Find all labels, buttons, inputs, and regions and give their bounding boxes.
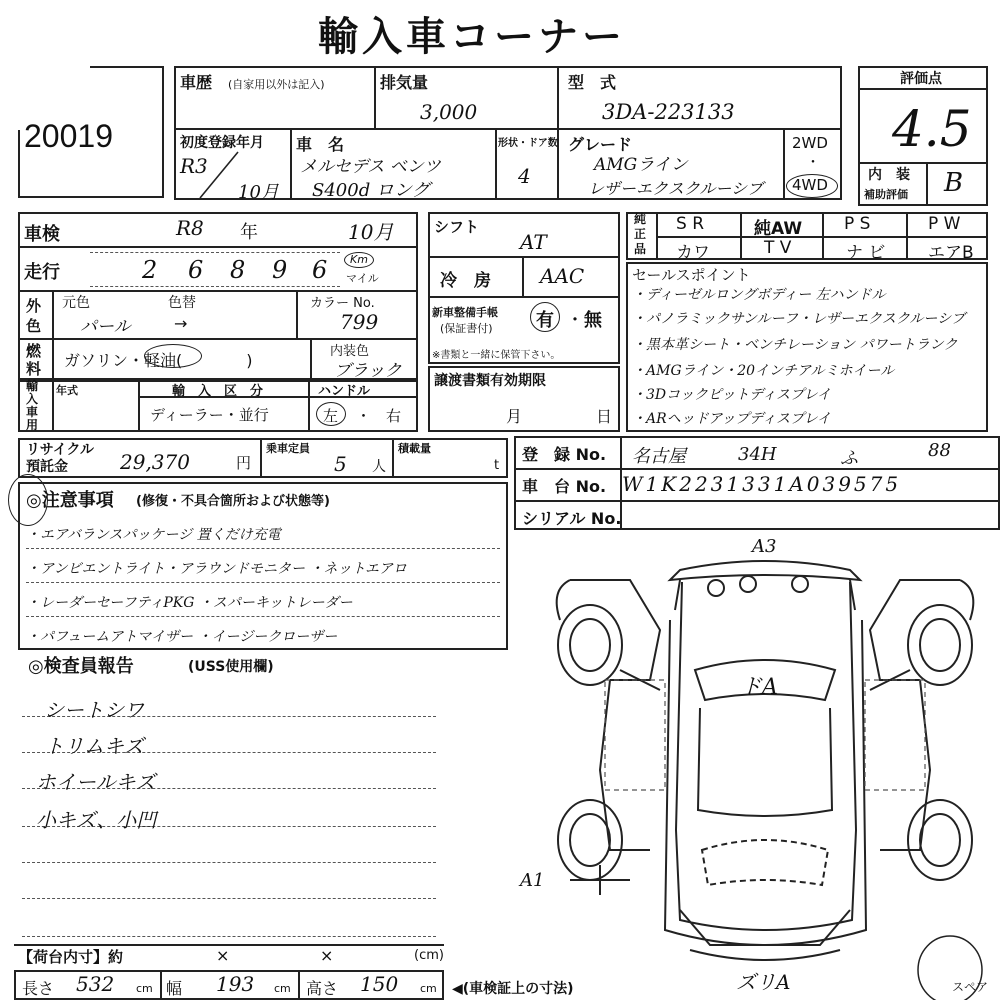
drive-dot: ・ [806,155,820,171]
divider [310,338,312,380]
transfer-day: 日 [596,407,613,426]
divider [290,128,292,200]
divider [522,256,524,296]
divider [296,290,298,338]
divider [557,66,559,200]
note-item: ・エアバランスパッケージ 置くだけ充電 [26,527,281,543]
mileage-digit: 2 [142,256,158,284]
drive-4wd: 4WD [792,176,828,194]
ac-label: 冷 房 [440,271,491,291]
height-value: 150 [360,972,399,996]
load-unit: t [494,458,500,473]
diagram-a1: A1 [520,870,545,891]
divider [298,970,300,1000]
divider [26,582,500,583]
length-unit: cm [136,982,153,995]
height-unit: cm [420,982,437,995]
doors-value: 4 [518,164,531,188]
interior-label-2: 補助評価 [864,188,908,201]
manual-yes: 有 [536,310,554,331]
chassis-no: W1K2231331A039575 [622,472,902,496]
serial-label: シリアル No. [522,509,622,528]
recycle-label-2: 預託金 [26,459,68,475]
recycle-value: 29,370 [120,450,190,474]
handle-dot: ・ [356,407,372,425]
equipment-navi: ナ ビ [846,243,886,263]
color-label: 外色 [26,297,42,335]
notes-title: ◎注意事項 [26,490,114,511]
equipment-tv: T V [764,238,792,258]
diagram-spare: スペア [952,980,989,994]
note-item: ・アンビエントライト・アラウンドモニター ・ネットエアロ [26,561,407,577]
divider [90,286,340,287]
grade-line2: レザーエクスクルーシブ [588,179,764,198]
diagram-bottom: ズリA [736,970,791,994]
displacement-label: 排気量 [380,73,429,92]
divider [822,212,824,260]
height-label: 高さ [306,979,339,998]
divider [514,468,1000,470]
equipment-airbag: エアB [928,243,974,263]
import-class-label: 輸 入 区 分 [172,384,264,399]
sales-point: ・ARヘッドアップディスプレイ [632,411,831,427]
lot-box-right [162,66,164,198]
cargo-x2: × [320,946,334,965]
recycle-unit: 円 [236,454,252,472]
sales-point: ・黒本革シート・ベンチレーション パワートランク [632,337,958,353]
top-grid-divider [174,128,842,130]
lot-box-top [90,66,164,68]
divider [52,380,54,432]
inspection-month: 10月 [348,220,394,244]
first-reg-month: 10月 [238,182,279,203]
capacity-label: 乗車定員 [266,442,310,455]
equipment-aw: 純AW [754,219,803,239]
manual-note: ※書類と一緒に保管下さい。 [432,350,561,361]
doors-label: 形状・ドア数 [498,138,558,149]
cargo-unit: (cm) [414,948,444,963]
handle-left: 左 [323,407,339,425]
car-name-value: メルセデス ベンツ [300,157,441,177]
divider [906,212,908,260]
equipment-pw: P W [928,214,961,234]
drive-2wd: 2WD [792,134,828,152]
page-title: 輸入車コーナー [318,14,626,60]
history-label: 車歴 [180,73,213,92]
lot-box-bottom [18,196,164,198]
length-label: 長さ [22,979,55,998]
mileage-digit: 9 [272,256,288,284]
mileage-label: 走行 [24,262,60,283]
width-value: 193 [216,972,255,996]
divider [374,66,376,128]
interior-color-label: 内装色 [330,344,370,359]
reg-num: 88 [928,440,951,461]
capacity-unit: 人 [372,459,386,475]
model-value: 3DA-223133 [602,100,735,124]
divider [428,256,620,258]
mileage-digit: 6 [188,256,204,284]
reg-city: 名古屋 [632,446,686,467]
equipment-side-label: 純正品 [634,212,647,256]
divider [392,438,394,478]
history-note: (自家用以外は記入) [228,78,325,91]
mileage-digit: 6 [312,256,328,284]
divider [22,936,436,937]
color-value: パール [80,317,131,337]
car-name-label: 車 名 [296,135,345,154]
report-title: ◎検査員報告 [28,656,134,677]
sales-point: ・パノラミックサンルーフ・レザーエクスクルーシブ [632,311,966,327]
report-item: ホイールキズ [36,770,156,794]
recycle-label-1: リサイクル [26,442,95,458]
lot-number: 20019 [24,118,113,154]
mileage-unit-km: Km [350,253,368,266]
equipment-leather: カワ [676,243,710,263]
equipment-sr: S R [676,214,705,234]
manual-label-1: 新車整備手帳 [432,306,498,319]
divider [514,500,1000,502]
lot-box-left [18,130,20,198]
divider [18,246,418,248]
manual-no: 無 [584,310,602,331]
reg-class: 34H [738,444,777,465]
load-label: 積載量 [398,442,431,455]
reg-no-label: 登 録 No. [522,445,607,464]
width-label: 幅 [166,979,183,998]
transfer-label: 譲渡書類有効期限 [434,373,546,389]
sales-point: ・AMGライン・20インチアルミホイール [632,363,895,379]
manual-dot: ・ [566,310,584,331]
divider [26,616,500,617]
score-label: 評価点 [900,71,942,87]
cargo-x1: × [216,946,230,965]
color-no: 799 [340,310,379,334]
divider [26,548,500,549]
divider [858,88,988,90]
divider [495,128,497,200]
ac-value: AAC [540,264,585,288]
report-subtitle: (USS使用欄) [188,659,274,675]
divider [160,970,162,1000]
year-type-label: 年式 [56,384,78,397]
note-item: ・レーダーセーフティPKG ・スパーキットレーダー [26,595,353,611]
interior-label-1: 内 装 [868,167,910,183]
capacity-value: 5 [334,452,347,476]
equipment-ps: P S [844,214,871,234]
mileage-unit-mile: マイル [346,272,379,285]
divider [926,162,928,206]
divider [783,128,785,200]
color-no-label: カラー No. [310,296,375,311]
color-arrow: → [174,314,188,333]
shift-value: AT [520,230,547,254]
model-label: 型 式 [568,73,617,92]
divider [308,380,310,432]
changed-color-label: 色替 [168,295,196,311]
length-value: 532 [76,972,115,996]
grade-line1: AMGライン [594,155,688,175]
report-item: トリムキズ [44,734,144,758]
handle-label: ハンドル [318,384,371,399]
diagram-a3: A3 [752,536,777,557]
first-reg-label: 初度登録年月 [180,135,264,151]
transfer-month: 月 [506,407,523,426]
import-label: 輸入車用 [26,379,39,432]
divider [260,438,262,478]
inspection-year: R8 [176,216,204,240]
manual-label-2: (保証書付) [440,322,493,335]
inspection-label: 車検 [24,224,60,245]
sales-title: セールスポイント [632,266,751,284]
divider [22,898,436,899]
divider [656,212,658,260]
divider [22,862,436,863]
diagram-windshield: ドA [740,675,778,700]
divider [52,290,54,380]
fuel-options: ガソリン・軽油( ) [64,351,253,370]
displacement-value: 3,000 [420,100,478,124]
dimension-note: ◀(車検証上の寸法) [452,981,574,997]
chassis-label: 車 台 No. [522,477,607,496]
fuel-label: 燃料 [26,342,42,378]
notes-subtitle: (修復・不具合箇所および状態等) [136,494,330,509]
first-reg-era: R3 [180,154,208,178]
reg-kana: ふ [840,448,858,469]
note-item: ・パフュームアトマイザー ・イージークローザー [26,629,338,645]
interior-score: B [944,168,964,198]
score-value: 4.5 [892,100,972,158]
divider [428,296,620,298]
report-item: 小キズ、小凹 [36,808,157,832]
handle-right: 右 [386,407,402,425]
year-label: 年 [240,222,258,243]
original-color-label: 元色 [62,295,90,311]
mileage-digit: 8 [230,256,246,284]
grade-label: グレード [568,135,633,154]
divider [138,380,140,432]
divider [740,212,742,260]
car-damage-diagram [530,530,1000,1000]
fuel-selected-circle [144,344,202,368]
shift-label: シフト [434,218,480,236]
mileage-digits [90,252,340,286]
import-class-value: ディーラー・並行 [150,406,269,424]
car-grade-name: S400d ロング [312,180,430,201]
cargo-label: 【荷台内寸】約 [18,948,124,966]
interior-color: ブラック [334,361,402,381]
sales-point: ・ディーゼルロングボディー 左ハンドル [632,287,886,303]
report-item: シートシワ [44,698,144,722]
sales-point: ・3Dコックピットディスプレイ [632,387,831,403]
width-unit: cm [274,982,291,995]
